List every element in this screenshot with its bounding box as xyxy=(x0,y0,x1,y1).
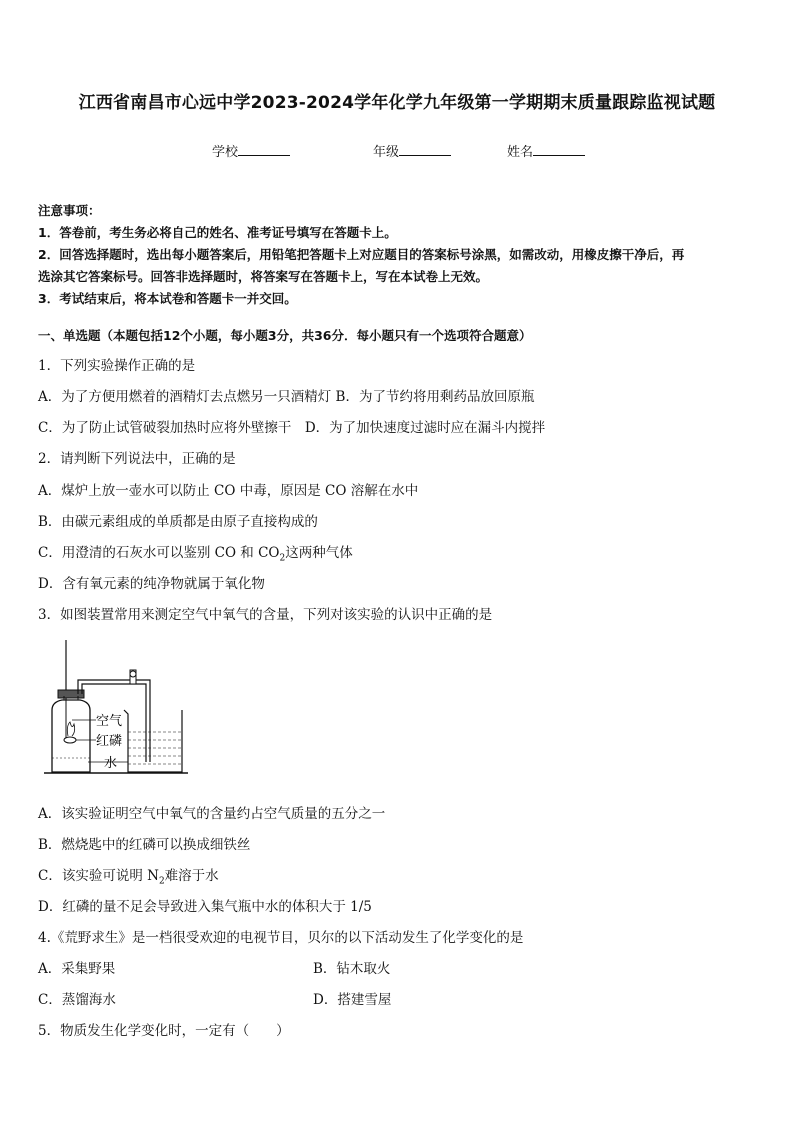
q1-option-c-d: C．为了防止试管破裂加热时应将外壁擦干 D．为了加快速度过滤时应在漏斗内搅拌 xyxy=(38,420,546,436)
gas-jar xyxy=(52,700,90,772)
q2-option-d: D．含有氧元素的纯净物就属于氧化物 xyxy=(38,576,265,592)
school-blank[interactable] xyxy=(238,142,290,156)
name-blank[interactable] xyxy=(533,142,585,156)
notice-block xyxy=(38,200,760,310)
q2-option-c xyxy=(38,541,353,564)
q3-option-c-sub: 2 xyxy=(158,876,165,887)
q4-stem: 4.《荒野求生》是一档很受欢迎的电视节目，贝尔的以下活动发生了化学变化的是 xyxy=(38,930,524,946)
q2-option-c-sub: 2 xyxy=(279,553,286,564)
q4-option-c: C．蒸馏海水 xyxy=(38,992,116,1008)
q5-stem: 5．物质发生化学变化时，一定有（ ） xyxy=(38,1023,290,1039)
q3-option-c-tail: 难溶于水 xyxy=(164,868,219,884)
q4-option-a: A．采集野果 xyxy=(38,961,116,977)
q1-option-a-b: A．为了方便用燃着的酒精灯去点燃另一只酒精灯 B．为了节约将用剩药品放回原瓶 xyxy=(38,389,535,405)
notice-item-1: 1．答卷前，考生务必将自己的姓名、准考证号填写在答题卡上。 xyxy=(38,225,397,240)
school-field[interactable] xyxy=(212,141,290,160)
q2-option-a: A．煤炉上放一壶水可以防止 CO 中毒，原因是 CO 溶解在水中 xyxy=(38,483,419,499)
grade-label: 年级 xyxy=(373,145,400,160)
combustion-spoon xyxy=(64,737,76,743)
q2-option-b: B．由碳元素组成的单质都是由原子直接构成的 xyxy=(38,514,318,530)
label-red-phosphorus: 红磷 xyxy=(96,734,123,749)
label-air: 空气 xyxy=(96,714,123,729)
q4-option-b: B．钻木取火 xyxy=(313,961,391,977)
notice-item-2a: 2．回答选择题时，选出每小题答案后，用铅笔把答题卡上对应题目的答案标号涂黑，如需改动，用橡皮擦干净后，再 xyxy=(38,247,685,262)
q4-option-d: D．搭建雪屋 xyxy=(313,992,392,1008)
q2-stem: 2．请判断下列说法中，正确的是 xyxy=(38,451,236,467)
exam-title: 江西省南昌市心远中学2023-2024学年化学九年级第一学期期末质量跟踪监视试题 xyxy=(78,93,716,113)
q2-option-c-tail: 这两种气体 xyxy=(285,545,353,561)
q3-option-b: B．燃烧匙中的红磷可以换成细铁丝 xyxy=(38,837,251,853)
section-heading: 一、单选题（本题包括12个小题，每小题3分，共36分．每小题只有一个选项符合题意） xyxy=(38,328,532,343)
q3-option-d: D．红磷的量不足会导致进入集气瓶中水的体积大于 1/5 xyxy=(38,899,372,915)
label-water: 水 xyxy=(104,756,118,771)
school-label: 学校 xyxy=(212,145,239,160)
name-label: 姓名 xyxy=(507,145,534,160)
q3-option-c xyxy=(38,864,219,887)
q3-option-c-text: C．该实验可说明 N xyxy=(38,868,159,884)
grade-blank[interactable] xyxy=(399,142,451,156)
q3-stem: 3．如图装置常用来测定空气中氧气的含量，下列对该实验的认识中正确的是 xyxy=(38,607,493,623)
notice-heading: 注意事项： xyxy=(38,203,101,218)
notice-item-3: 3．考试结束后，将本试卷和答题卡一并交回。 xyxy=(38,291,297,306)
name-field[interactable] xyxy=(507,141,585,160)
q2-option-c-text: C．用澄清的石灰水可以鉴别 CO 和 CO xyxy=(38,545,280,561)
beaker-water xyxy=(128,732,182,764)
stopper xyxy=(58,690,84,698)
apparatus-figure xyxy=(38,640,198,780)
flame-icon xyxy=(67,722,74,736)
notice-item-2b: 选涂其它答案标号。回答非选择题时，将答案写在答题卡上，写在本试卷上无效。 xyxy=(38,269,489,284)
q1-stem: 1．下列实验操作正确的是 xyxy=(38,358,196,374)
beaker xyxy=(124,710,182,772)
grade-field[interactable] xyxy=(373,141,451,160)
q3-option-a: A．该实验证明空气中氧气的含量约占空气质量的五分之一 xyxy=(38,806,386,822)
